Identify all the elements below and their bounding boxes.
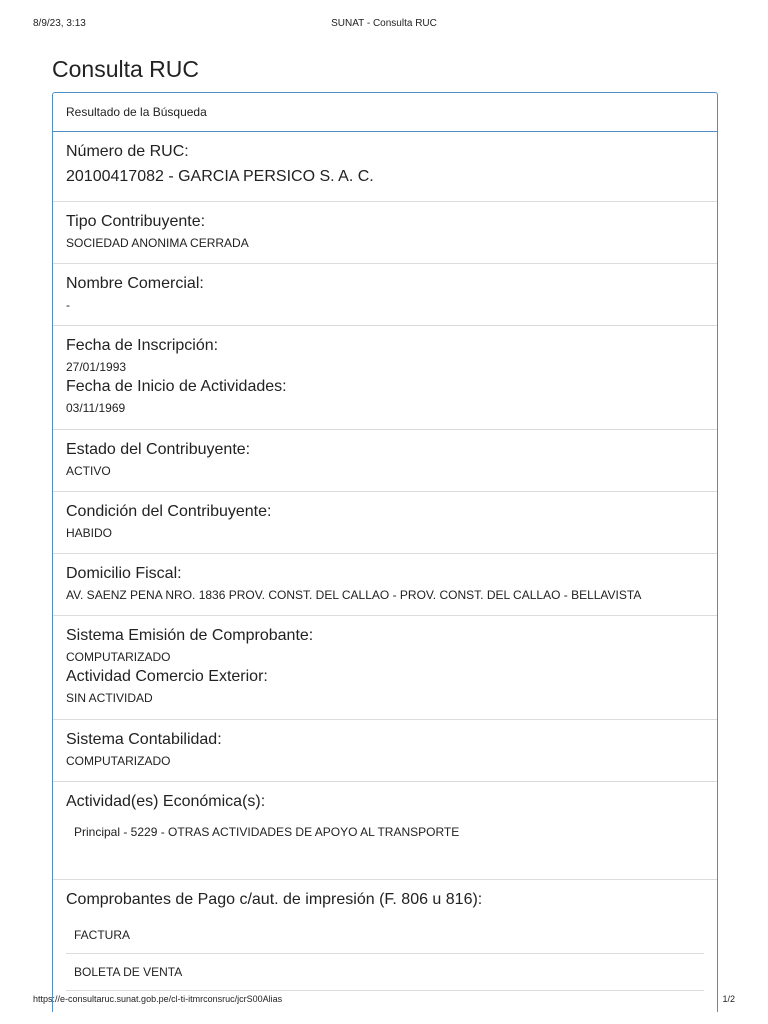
print-footer — [33, 994, 735, 1008]
ruc-label: Número de RUC: — [66, 143, 189, 160]
condicion-label: Condición del Contribuyente: — [66, 503, 272, 520]
fecha-inicio-value: 03/11/1969 — [66, 401, 126, 415]
estado-row — [53, 430, 717, 492]
actividades-value: Principal - 5229 - OTRAS ACTIVIDADES DE APOYO AL TRANSPORTE — [74, 825, 460, 839]
page-title: Consulta RUC — [52, 56, 199, 82]
tipo-contribuyente-value: SOCIEDAD ANONIMA CERRADA — [66, 236, 249, 250]
comprobantes-row — [53, 880, 717, 991]
print-document-title: SUNAT - Consulta RUC — [331, 18, 437, 29]
list-item: BOLETA DE VENTA — [66, 954, 704, 991]
sistema-emision-value: COMPUTARIZADO — [66, 650, 171, 664]
panel-heading: Resultado de la Búsqueda — [53, 93, 717, 132]
nombre-comercial-row — [53, 264, 717, 326]
actividades-label: Actividad(es) Económica(s): — [66, 793, 266, 810]
comprobantes-list — [66, 917, 704, 991]
fechas-row — [53, 326, 717, 430]
search-result-panel — [52, 92, 718, 1012]
comprobantes-label: Comprobantes de Pago c/aut. de impresión (F. 806 u 816): — [66, 891, 483, 908]
print-url: https://e-consultaruc.sunat.gob.pe/cl-ti-itmrconsruc/jcrS00Alias — [33, 994, 283, 1004]
nombre-comercial-value: - — [66, 298, 70, 312]
nombre-comercial-label: Nombre Comercial: — [66, 275, 204, 292]
tipo-contribuyente-label: Tipo Contribuyente: — [66, 213, 206, 230]
comercio-exterior-label: Actividad Comercio Exterior: — [66, 668, 268, 685]
print-header — [33, 18, 735, 32]
estado-label: Estado del Contribuyente: — [66, 441, 251, 458]
estado-value: ACTIVO — [66, 464, 111, 478]
sistema-emision-label: Sistema Emisión de Comprobante: — [66, 627, 314, 644]
fecha-inscripcion-value: 27/01/1993 — [66, 360, 127, 374]
contabilidad-value: COMPUTARIZADO — [66, 754, 171, 768]
list-item: FACTURA — [66, 917, 704, 954]
domicilio-value: AV. SAENZ PENA NRO. 1836 PROV. CONST. DEL CALLAO - PROV. CONST. DEL CALLAO - BELLAVISTA — [66, 588, 642, 602]
sistema-emision-row — [53, 616, 717, 720]
contabilidad-label: Sistema Contabilidad: — [66, 731, 222, 748]
domicilio-row — [53, 554, 717, 616]
ruc-row — [53, 132, 717, 202]
fecha-inicio-label: Fecha de Inicio de Actividades: — [66, 378, 287, 395]
tipo-contribuyente-row — [53, 202, 717, 264]
ruc-value: 20100417082 - GARCIA PERSICO S. A. C. — [66, 168, 374, 185]
condicion-row — [53, 492, 717, 554]
actividades-row — [53, 782, 717, 880]
comercio-exterior-value: SIN ACTIVIDAD — [66, 691, 153, 705]
fecha-inscripcion-label: Fecha de Inscripción: — [66, 337, 219, 354]
page-number: 1/2 — [722, 994, 735, 1004]
contabilidad-row — [53, 720, 717, 782]
print-date: 8/9/23, 3:13 — [33, 18, 86, 29]
domicilio-label: Domicilio Fiscal: — [66, 565, 182, 582]
condicion-value: HABIDO — [66, 526, 113, 540]
